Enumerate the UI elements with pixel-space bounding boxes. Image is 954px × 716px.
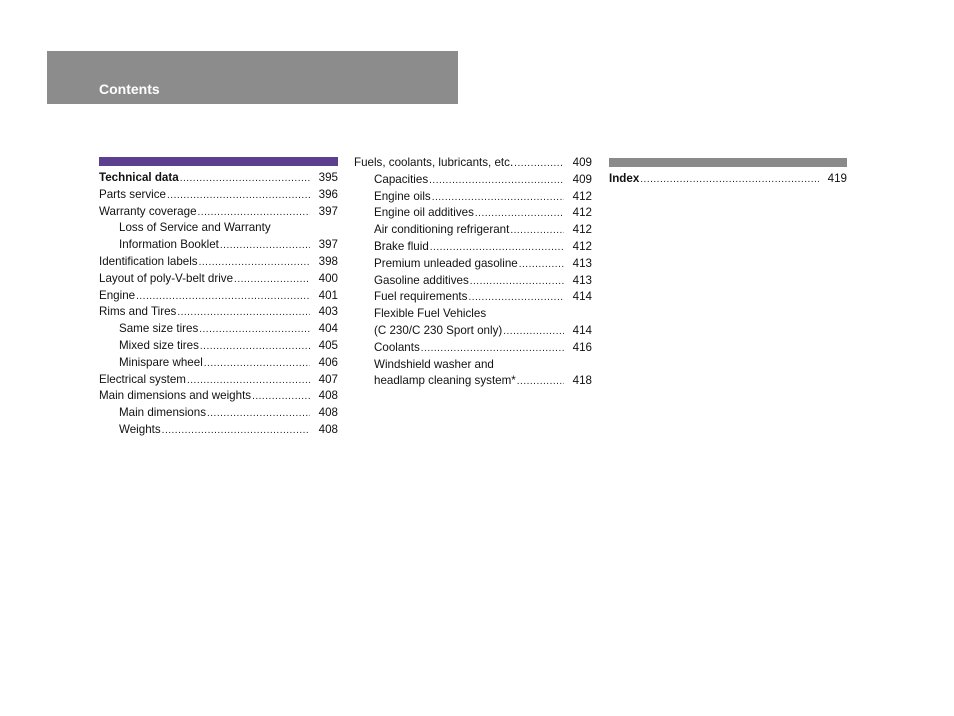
toc-entry[interactable] (99, 304, 338, 321)
toc-entry-title: (C 230/C 230 Sport only) (374, 323, 503, 337)
toc-entry-page: 412 (572, 206, 592, 220)
toc-entry-title: Layout of poly-V-belt drive (99, 271, 234, 285)
toc-column-index (609, 158, 847, 188)
toc-leader-dots (468, 290, 564, 306)
toc-entry-page: 409 (572, 172, 592, 186)
toc-entry[interactable] (99, 204, 338, 221)
toc-entry-title: Fuel requirements (374, 290, 468, 304)
toc-entry-title: Engine oils (374, 189, 431, 203)
toc-entry-page: 408 (318, 406, 338, 420)
toc-entry[interactable] (354, 357, 592, 374)
toc-entry-title: Rims and Tires (99, 305, 177, 319)
toc-leader-dots (252, 389, 310, 405)
toc-entry-page: 409 (572, 156, 592, 169)
toc-entry-title: Information Booklet (119, 238, 219, 252)
toc-entry[interactable] (99, 237, 338, 254)
toc-entry-page: 404 (318, 322, 338, 336)
toc-entry-page: 418 (572, 374, 592, 388)
toc-entry-page: 405 (318, 338, 338, 352)
toc-entry[interactable] (99, 271, 338, 288)
page-title: Contents (99, 81, 160, 97)
toc-leader-dots (136, 289, 310, 305)
toc-entry[interactable] (99, 338, 338, 355)
toc-entry[interactable] (354, 172, 592, 189)
toc-entry-title: headlamp cleaning system* (374, 374, 516, 388)
toc-entry-title: Loss of Service and Warranty (119, 221, 271, 235)
toc-entry-title: Premium unleaded gasoline (374, 256, 518, 270)
toc-entry-title: Main dimensions and weights (99, 389, 252, 403)
toc-leader-dots (514, 156, 564, 172)
toc-entry[interactable] (354, 323, 592, 340)
toc-entry-page: 406 (318, 355, 338, 369)
toc-leader-dots (198, 205, 310, 221)
toc-leader-dots (199, 255, 310, 271)
toc-leader-dots (503, 324, 564, 340)
toc-entry[interactable] (99, 405, 338, 422)
toc-leader-dots (200, 339, 310, 355)
toc-entry-page: 414 (572, 323, 592, 337)
section-accent-bar (99, 157, 338, 166)
toc-leader-dots (187, 373, 310, 389)
toc-entry-title: Fuels, coolants, lubricants, etc. (354, 156, 514, 169)
toc-entry-page: 400 (318, 271, 338, 285)
toc-entry-page: 395 (318, 171, 338, 184)
toc-entry-page: 401 (318, 288, 338, 302)
toc-entry[interactable] (99, 422, 338, 439)
toc-entry[interactable] (99, 170, 338, 187)
toc-entry[interactable] (354, 155, 592, 172)
toc-entry-title: Brake fluid (374, 239, 429, 253)
toc-entry-title: Technical data (99, 171, 179, 184)
toc-entry-title: Engine oil additives (374, 206, 474, 220)
toc-entry-title: Gasoline additives (374, 273, 469, 287)
toc-entry-title: Main dimensions (119, 406, 206, 420)
toc-leader-dots (429, 173, 564, 189)
toc-entry-title: Windshield washer and (374, 357, 494, 371)
toc-entry-page: 398 (318, 254, 338, 268)
toc-entry-page: 396 (318, 187, 338, 201)
toc-entry[interactable] (99, 220, 338, 237)
toc-entry-title: Index (609, 172, 640, 185)
toc-entry[interactable] (354, 340, 592, 357)
toc-column-technical-data (99, 157, 338, 439)
toc-entry[interactable] (354, 256, 592, 273)
toc-entry-page: 408 (318, 422, 338, 436)
toc-entry-title: Electrical system (99, 372, 186, 386)
toc-entry-title: Engine (99, 288, 136, 302)
toc-entry[interactable] (354, 289, 592, 306)
toc-entry-page: 412 (572, 239, 592, 253)
toc-entry-page: 403 (318, 305, 338, 319)
toc-leader-dots (519, 257, 564, 273)
toc-entry[interactable] (99, 254, 338, 271)
toc-entry-title: Capacities (374, 172, 429, 186)
toc-entry-title: Weights (119, 422, 161, 436)
toc-leader-dots (199, 322, 310, 338)
toc-entry[interactable] (354, 222, 592, 239)
toc-entry-page: 397 (318, 238, 338, 252)
toc-leader-dots (207, 406, 310, 422)
toc-leader-dots (475, 206, 564, 222)
toc-entry-title: Parts service (99, 187, 167, 201)
toc-entry[interactable] (99, 372, 338, 389)
toc-entry-title: Mixed size tires (119, 338, 199, 352)
toc-entry-page: 414 (572, 290, 592, 304)
header-bar (47, 51, 458, 104)
toc-entry[interactable] (609, 171, 847, 188)
toc-leader-dots (180, 171, 310, 187)
toc-leader-dots (234, 272, 310, 288)
toc-entry-title: Air conditioning refrigerant (374, 223, 510, 237)
toc-entry[interactable] (99, 288, 338, 305)
toc-leader-dots (517, 374, 564, 390)
toc-entry-title: Flexible Fuel Vehicles (374, 307, 487, 321)
toc-leader-dots (430, 240, 564, 256)
toc-leader-dots (177, 305, 310, 321)
toc-leader-dots (640, 172, 819, 188)
toc-entry-page: 407 (318, 372, 338, 386)
toc-leader-dots (432, 190, 564, 206)
toc-entry-title: Identification labels (99, 254, 198, 268)
toc-leader-dots (421, 341, 564, 357)
toc-entry[interactable] (354, 189, 592, 206)
toc-entry[interactable] (354, 239, 592, 256)
section-accent-bar (609, 158, 847, 167)
toc-entry[interactable] (99, 187, 338, 204)
toc-entry-title: Same size tires (119, 322, 199, 336)
toc-entry[interactable] (99, 321, 338, 338)
toc-leader-dots (470, 274, 564, 290)
toc-column-fuels (354, 155, 592, 390)
toc-entry-page: 419 (827, 172, 847, 185)
toc-entry-title: Warranty coverage (99, 204, 197, 218)
toc-entry-page: 413 (572, 273, 592, 287)
toc-entry-page: 397 (318, 204, 338, 218)
toc-leader-dots (510, 223, 564, 239)
toc-leader-dots (204, 356, 310, 372)
toc-entry[interactable] (354, 306, 592, 323)
toc-entry-page: 412 (572, 189, 592, 203)
toc-entry-title: Minispare wheel (119, 355, 203, 369)
toc-entry[interactable] (99, 355, 338, 372)
toc-entry[interactable] (354, 373, 592, 390)
toc-leader-dots (220, 238, 310, 254)
toc-entry-page: 408 (318, 389, 338, 403)
toc-entry[interactable] (99, 388, 338, 405)
toc-entry[interactable] (354, 273, 592, 290)
toc-entry-page: 413 (572, 256, 592, 270)
toc-leader-dots (162, 423, 310, 439)
toc-entry[interactable] (354, 205, 592, 222)
toc-entry-page: 412 (572, 223, 592, 237)
toc-entry-title: Coolants (374, 340, 420, 354)
toc-leader-dots (167, 188, 310, 204)
toc-entry-page: 416 (572, 340, 592, 354)
